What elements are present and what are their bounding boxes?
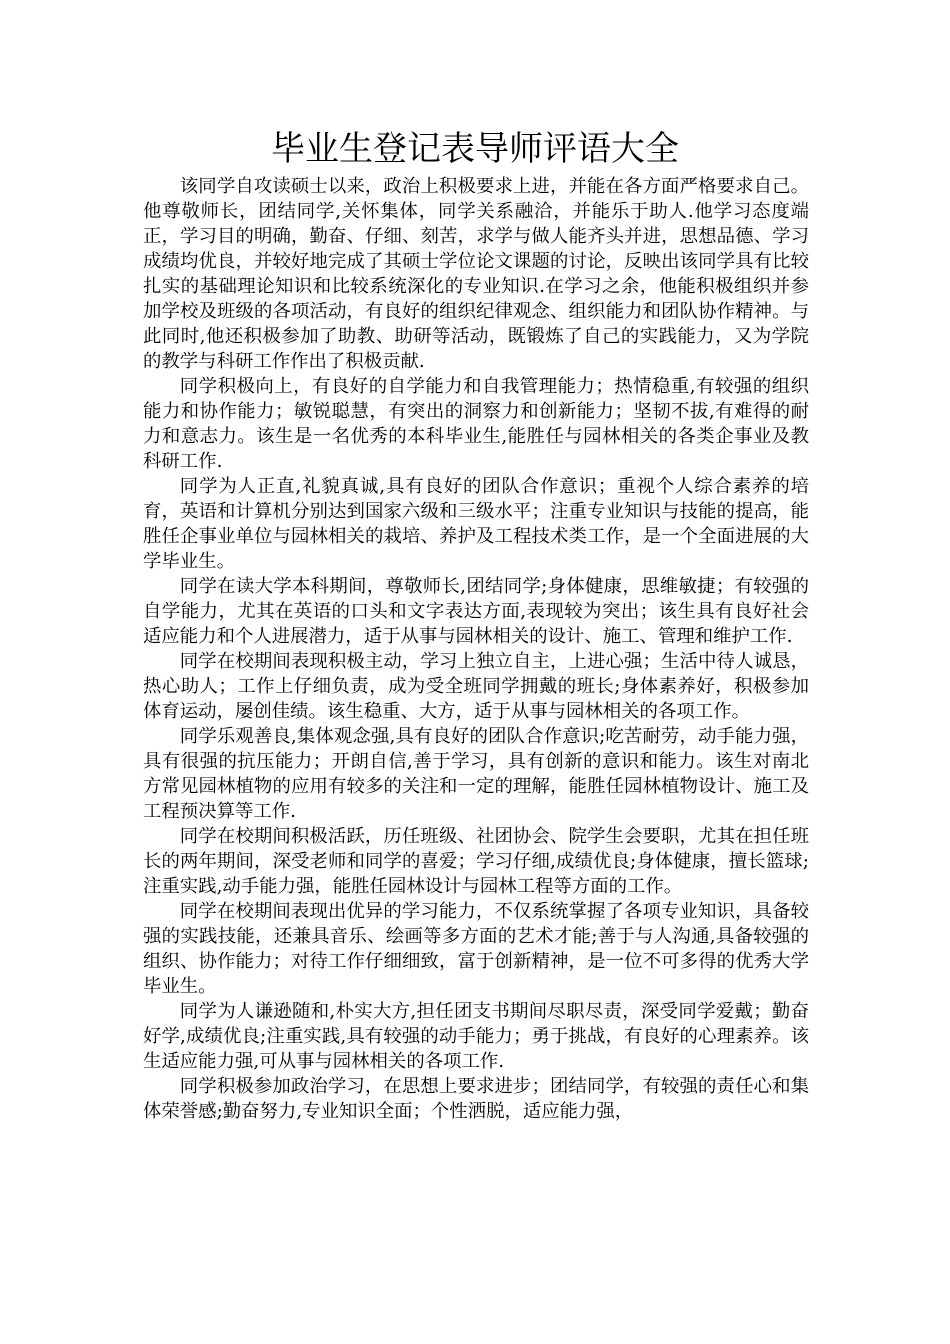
document-body	[143, 174, 809, 1124]
paragraph: 同学积极向上，有良好的自学能力和自我管理能力；热情稳重,有较强的组织能力和协作能力；敏锐聪慧，有突出的洞察力和创新能力；坚韧不拔,有难得的耐力和意志力。该生是一名优秀的本科毕业生,能胜任与园林相关的各类企事业及教科研工作.	[143, 376, 809, 472]
paragraph: 同学为人正直,礼貌真诚,具有良好的团队合作意识；重视个人综合素养的培育，英语和计算机分别达到国家六级和三级水平；注重专业知识与技能的提高，能胜任企事业单位与园林相关的栽培、养护及工程技术类工作，是一个全面进展的大学毕业生。	[143, 476, 809, 572]
paragraph: 该同学自攻读硕士以来，政治上积极要求上进，并能在各方面严格要求自己。他尊敬师长，团结同学,关怀集体，同学关系融洽，并能乐于助人.他学习态度端正，学习目的明确，勤奋、仔细、刻苦，求学与做人能齐头并进，思想品德、学习成绩均优良，并较好地完成了其硕士学位论文课题的讨论，反映出该同学具有比较扎实的基础理论知识和比较系统深化的专业知识.在学习之余，他能积极组织并参加学校及班级的各项活动，有良好的组织纪律观念、组织能力和团队协作精神。与此同时,他还积极参加了助教、助研等活动，既锻炼了自己的实践能力，又为学院的教学与科研工作作出了积极贡献.	[143, 176, 809, 372]
paragraph: 同学在校期间表现积极主动，学习上独立自主，上进心强；生活中待人诚恳，热心助人；工作上仔细负责，成为受全班同学拥戴的班长;身体素养好，积极参加体育运动，屡创佳绩。该生稳重、大方，适于从事与园林相关的各项工作。	[143, 651, 809, 722]
paragraph: 同学在校期间积极活跃，历任班级、社团协会、院学生会要职，尤其在担任班长的两年期间，深受老师和同学的喜爱；学习仔细,成绩优良;身体健康，擅长篮球;注重实践,动手能力强，能胜任园林设计与园林工程等方面的工作。	[143, 826, 809, 897]
paragraph: 同学在读大学本科期间，尊敬师长,团结同学;身体健康，思维敏捷；有较强的自学能力，尤其在英语的口头和文字表达方面,表现较为突出；该生具有良好社会适应能力和个人进展潜力，适于从事与园林相关的设计、施工、管理和维护工作.	[143, 576, 809, 647]
document-title: 毕业生登记表导师评语大全	[271, 129, 679, 169]
paragraph: 同学乐观善良,集体观念强,具有良好的团队合作意识;吃苦耐劳，动手能力强，具有很强的抗压能力；开朗自信,善于学习，具有创新的意识和能力。该生对南北方常见园林植物的应用有较多的关注和一定的理解，能胜任园林植物设计、施工及工程预决算等工作.	[143, 726, 809, 822]
paragraph: 同学在校期间表现出优异的学习能力，不仅系统掌握了各项专业知识，具备较强的实践技能，还兼具音乐、绘画等多方面的艺术才能;善于与人沟通,具备较强的组织、协作能力；对待工作仔细细致，富于创新精神，是一位不可多得的优秀大学毕业生。	[143, 901, 809, 997]
paragraph: 同学为人谦逊随和,朴实大方,担任团支书期间尽职尽责，深受同学爱戴；勤奋好学,成绩优良;注重实践,具有较强的动手能力；勇于挑战，有良好的心理素养。该生适应能力强,可从事与园林相关的各项工作.	[143, 1001, 809, 1072]
paragraph: 同学积极参加政治学习，在思想上要求进步；团结同学，有较强的责任心和集体荣誉感;勤奋努力,专业知识全面；个性洒脱，适应能力强，	[143, 1076, 809, 1122]
